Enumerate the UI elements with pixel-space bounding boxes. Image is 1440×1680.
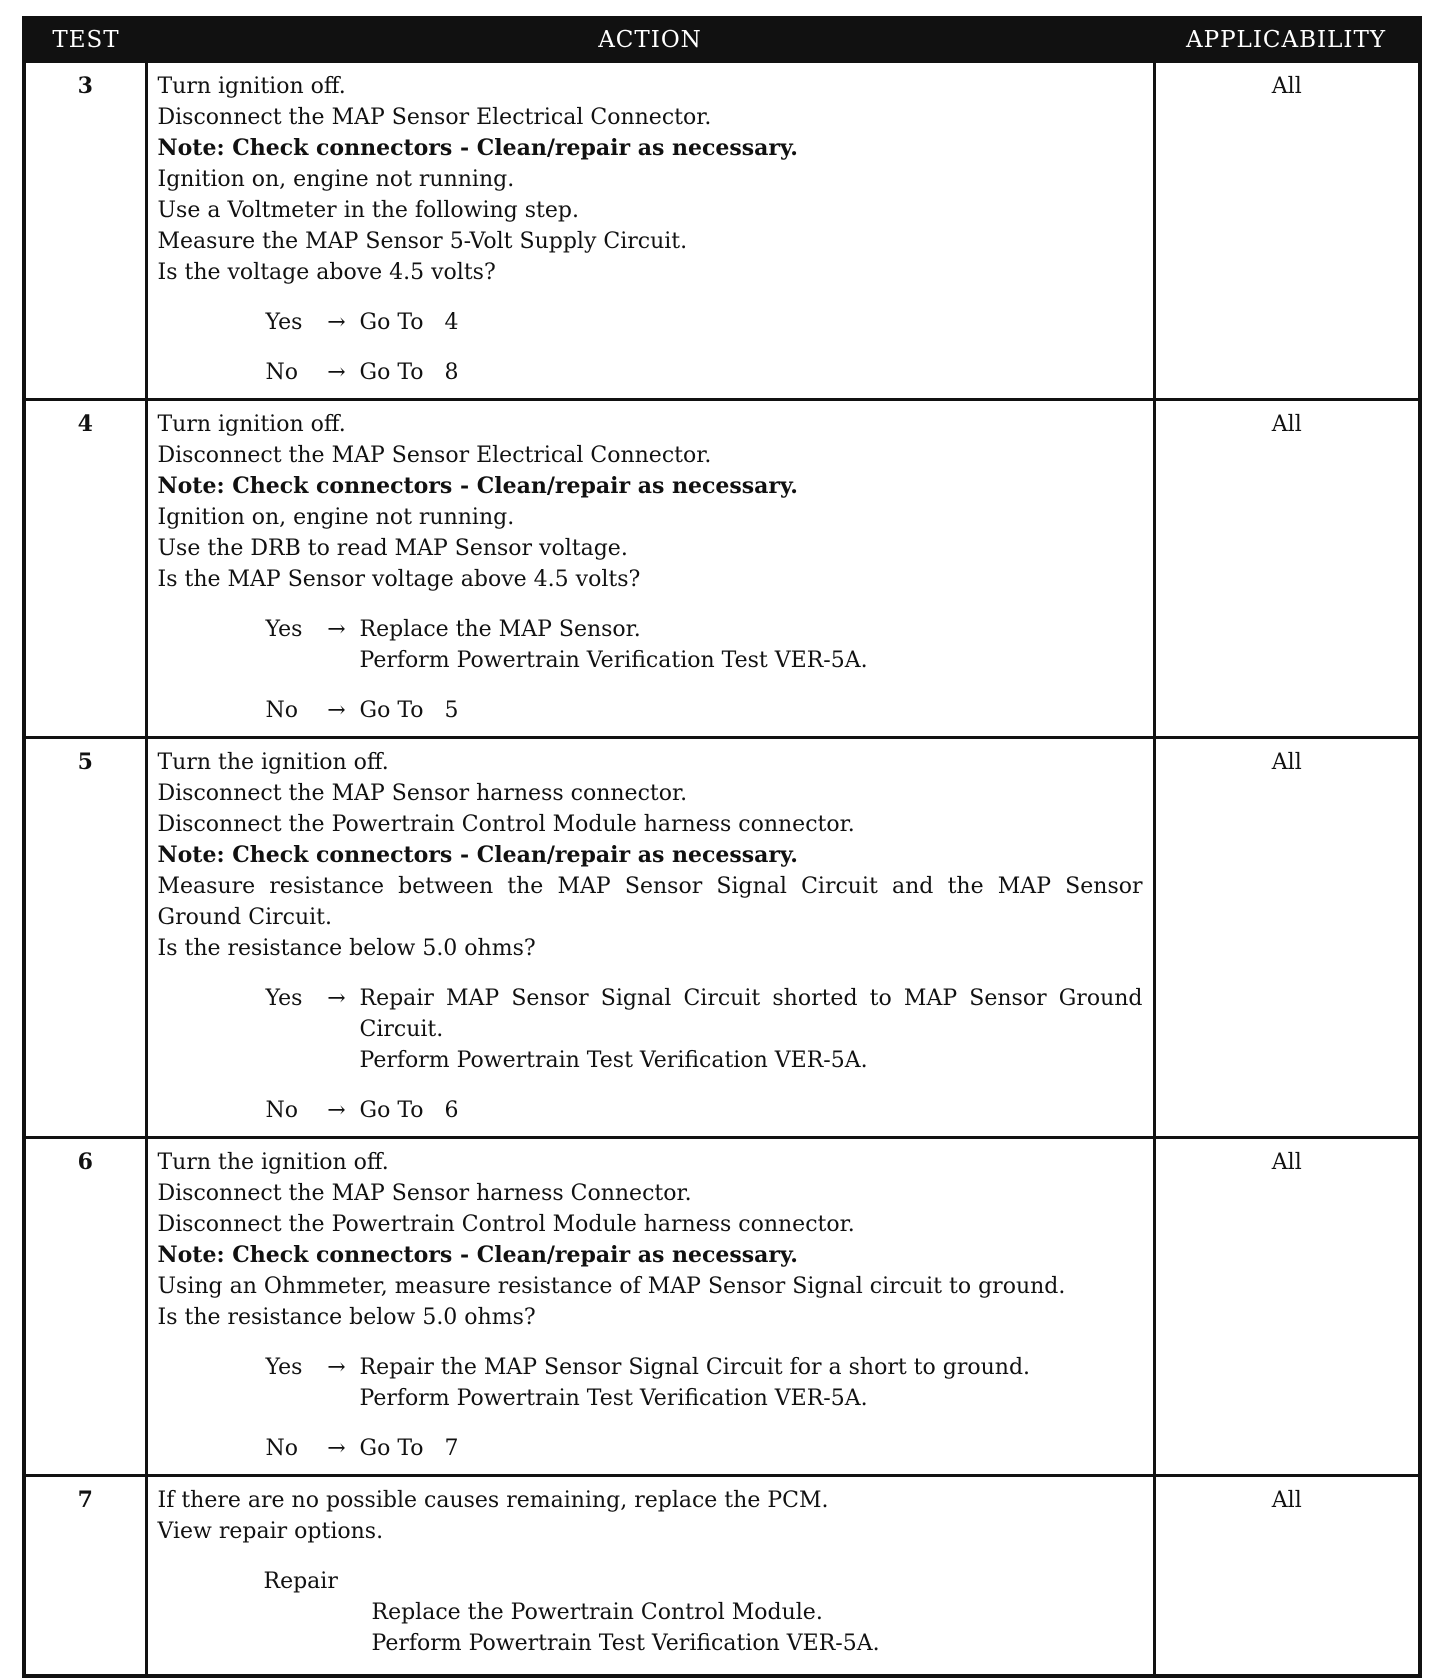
action-question: Is the resistance below 5.0 ohms?	[157, 1305, 536, 1330]
arrow-icon: →	[327, 617, 346, 642]
yes-result: Repair the MAP Sensor Signal Circuit for a short to ground. Perform Powertrain Test Verification VER-5A.	[359, 1355, 1031, 1411]
yes-label: Yes	[265, 986, 303, 1011]
action-step: Disconnect the MAP Sensor harness connector.	[157, 781, 688, 806]
table-row	[24, 738, 1420, 1138]
repair-step: Replace the Powertrain Control Module.	[371, 1600, 823, 1625]
no-label: No	[265, 1436, 298, 1461]
action-step: Disconnect the Powertrain Control Module harness connector.	[157, 812, 855, 837]
yes-result: Repair MAP Sensor Signal Circuit shorted to MAP Sensor Ground Circuit. Perform Powertrain Test Verification VER-5A.	[359, 986, 1143, 1073]
action-note: Note: Check connectors - Clean/repair as necessary.	[157, 135, 798, 161]
action-step: Turn ignition off.	[157, 74, 346, 99]
no-branch	[266, 1095, 1143, 1126]
arrow-icon: →	[327, 310, 346, 335]
action-step: Using an Ohmmeter, measure resistance of MAP Sensor Signal circuit to ground.	[157, 1274, 1066, 1299]
yes-branch	[266, 307, 1143, 338]
action-step: Turn ignition off.	[157, 412, 346, 437]
test-number: 6	[24, 1138, 146, 1476]
no-branch	[266, 695, 1143, 726]
diagnostic-test-table	[22, 16, 1422, 1678]
no-label: No	[265, 360, 298, 385]
applicability-value: All	[1154, 1476, 1420, 1676]
action-step: View repair options.	[157, 1519, 384, 1544]
action-note: Note: Check connectors - Clean/repair as necessary.	[157, 842, 798, 868]
action-step: Use the DRB to read MAP Sensor voltage.	[157, 536, 628, 561]
arrow-icon: →	[327, 1098, 346, 1123]
action-step: Turn the ignition off.	[157, 1150, 389, 1175]
applicability-value: All	[1154, 738, 1420, 1138]
action-step: Measure resistance between the MAP Sensor Signal Circuit and the MAP Sensor Ground Circuit.	[157, 874, 1143, 930]
action-step: If there are no possible causes remaining, replace the PCM.	[157, 1488, 829, 1513]
action-cell	[146, 1138, 1154, 1476]
arrow-icon: →	[327, 360, 346, 385]
action-question: Is the voltage above 4.5 volts?	[157, 260, 496, 285]
test-number: 3	[24, 62, 146, 400]
header-action: ACTION	[146, 18, 1154, 62]
test-number: 5	[24, 738, 146, 1138]
yes-result: Replace the MAP Sensor. Perform Powertrain Verification Test VER-5A.	[359, 617, 868, 673]
action-note: Note: Check connectors - Clean/repair as necessary.	[157, 473, 798, 499]
action-step: Measure the MAP Sensor 5-Volt Supply Circuit.	[157, 229, 688, 254]
arrow-icon: →	[327, 986, 346, 1011]
applicability-value: All	[1154, 1138, 1420, 1476]
table-header-row	[24, 18, 1420, 62]
action-step: Use a Voltmeter in the following step.	[157, 198, 579, 223]
table-row	[24, 1138, 1420, 1476]
no-branch	[266, 357, 1143, 388]
table-row	[24, 62, 1420, 400]
yes-result: Go To 4	[359, 310, 459, 335]
applicability-value: All	[1154, 400, 1420, 738]
yes-label: Yes	[265, 1355, 303, 1380]
action-question: Is the MAP Sensor voltage above 4.5 volts?	[157, 567, 641, 592]
action-cell	[146, 400, 1154, 738]
action-step: Ignition on, engine not running.	[157, 505, 515, 530]
header-applicability: APPLICABILITY	[1154, 18, 1420, 62]
action-cell	[146, 738, 1154, 1138]
action-cell	[146, 62, 1154, 400]
no-result: Go To 7	[359, 1436, 459, 1461]
table-row	[24, 400, 1420, 738]
action-step: Ignition on, engine not running.	[157, 167, 515, 192]
applicability-value: All	[1154, 62, 1420, 400]
yes-label: Yes	[265, 617, 303, 642]
no-result: Go To 6	[359, 1098, 459, 1123]
yes-branch	[266, 614, 1143, 676]
no-branch	[266, 1433, 1143, 1464]
yes-branch	[266, 1352, 1143, 1414]
no-result: Go To 5	[359, 698, 459, 723]
repair-label: Repair	[263, 1569, 338, 1594]
no-label: No	[265, 698, 298, 723]
test-number: 4	[24, 400, 146, 738]
header-test: TEST	[24, 18, 146, 62]
repair-step: Perform Powertrain Test Verification VER-5A.	[371, 1631, 880, 1656]
yes-label: Yes	[265, 310, 303, 335]
repair-steps	[372, 1597, 1143, 1659]
action-step: Disconnect the MAP Sensor Electrical Connector.	[157, 105, 712, 130]
no-label: No	[265, 1098, 298, 1123]
action-note: Note: Check connectors - Clean/repair as necessary.	[157, 1242, 798, 1268]
table-row	[24, 1476, 1420, 1676]
test-number: 7	[24, 1476, 146, 1676]
action-cell	[146, 1476, 1154, 1676]
action-step: Disconnect the Powertrain Control Module harness connector.	[157, 1212, 855, 1237]
arrow-icon: →	[327, 1436, 346, 1461]
action-step: Disconnect the MAP Sensor Electrical Connector.	[157, 443, 712, 468]
arrow-icon: →	[327, 1355, 346, 1380]
action-question: Is the resistance below 5.0 ohms?	[157, 936, 536, 961]
action-step: Turn the ignition off.	[157, 750, 389, 775]
yes-branch	[266, 983, 1143, 1076]
no-result: Go To 8	[359, 360, 459, 385]
action-step: Disconnect the MAP Sensor harness Connector.	[157, 1181, 692, 1206]
arrow-icon: →	[327, 698, 346, 723]
